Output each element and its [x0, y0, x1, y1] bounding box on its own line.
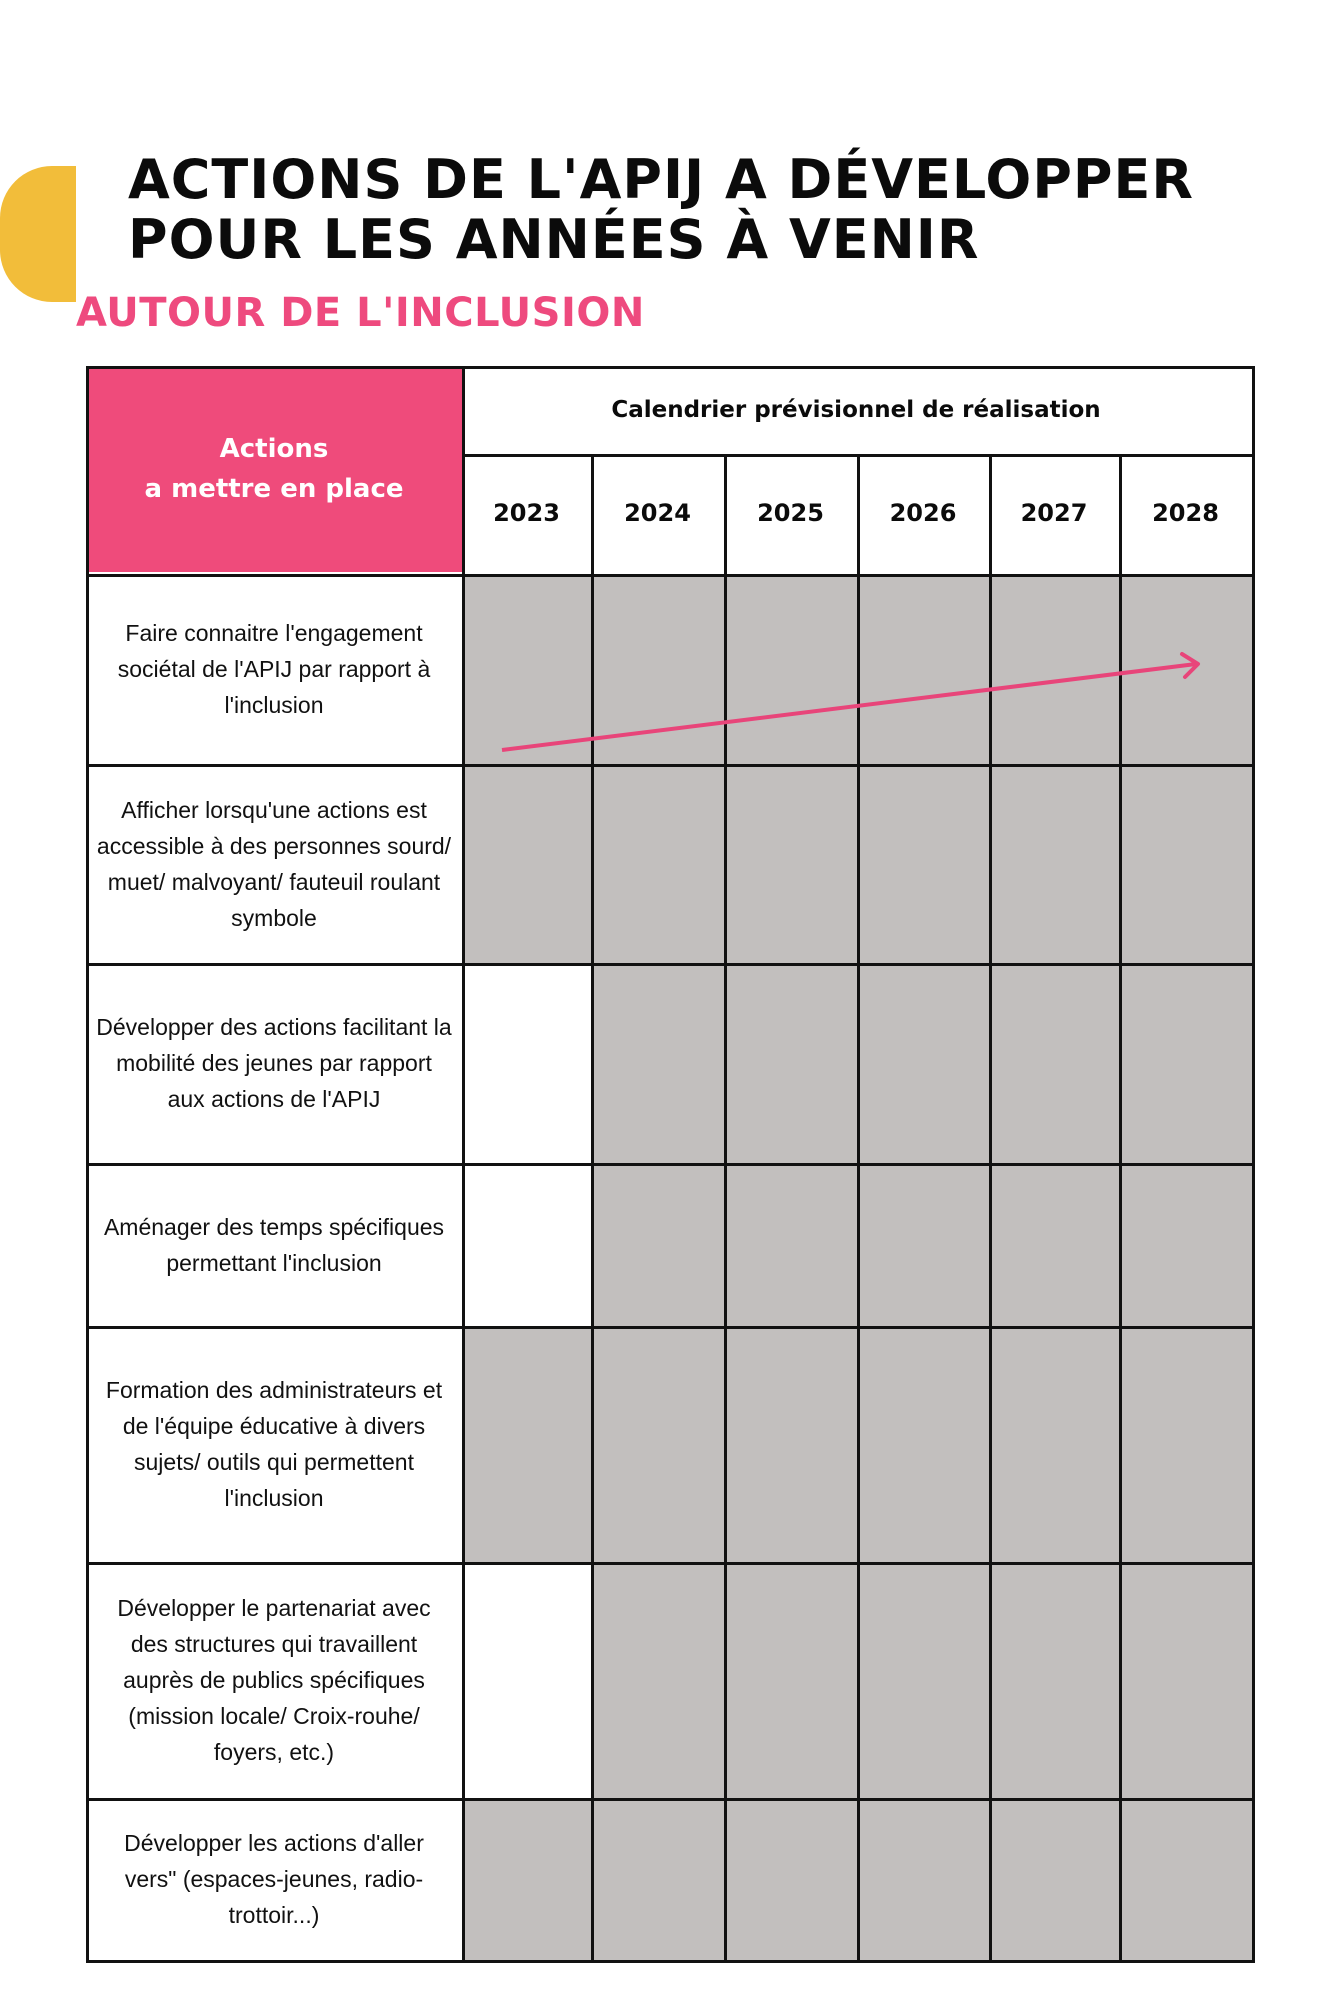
year-header-2025: 2025 — [757, 499, 824, 527]
action-label: Aménager des temps spécifiques permettant l'inclusion — [103, 1213, 445, 1276]
page-title-line-1: ACTIONS DE L'APIJ A DÉVELOPPER — [128, 148, 1194, 211]
actions-header-line-1: Actions — [219, 434, 329, 464]
actions-header-line-2: a mettre en place — [144, 474, 404, 504]
year-header-2027: 2027 — [1020, 499, 1088, 527]
action-label: Afficher lorsqu'une actions est accessible à des personnes sourd/ muet/ malvoyant/ fauteuil roulant symbole — [96, 796, 452, 931]
page-title-line-2: POUR LES ANNÉES À VENIR — [128, 208, 980, 271]
timeline-arrow-shaft — [502, 664, 1196, 750]
action-label: Développer les actions d'aller vers" (espaces-jeunes, radio-trottoir...) — [124, 1830, 424, 1928]
action-label: Formation des administrateurs et de l'équipe éducative à divers sujets/ outils qui permettent l'inclusion — [105, 1377, 443, 1511]
action-label: Faire connaitre l'engagement sociétal de l'APIJ par rapport à l'inclusion — [117, 620, 431, 718]
year-header-2026: 2026 — [889, 499, 957, 527]
year-header-2023: 2023 — [493, 499, 560, 527]
year-header-2028: 2028 — [1152, 499, 1219, 527]
year-header-2024: 2024 — [624, 499, 691, 527]
calendar-header: Calendrier prévisionnel de réalisation — [611, 397, 1101, 423]
section-subtitle: AUTOUR DE L'INCLUSION — [76, 290, 645, 336]
action-label: Développer le partenariat avec des structures qui travaillent auprès de publics spécifiques (mission locale/ Croix-rouhe/ foyers, etc.) — [117, 1595, 431, 1765]
action-label: Développer des actions facilitant la mobilité des jeunes par rapport aux actions de l'APIJ — [96, 1014, 452, 1112]
